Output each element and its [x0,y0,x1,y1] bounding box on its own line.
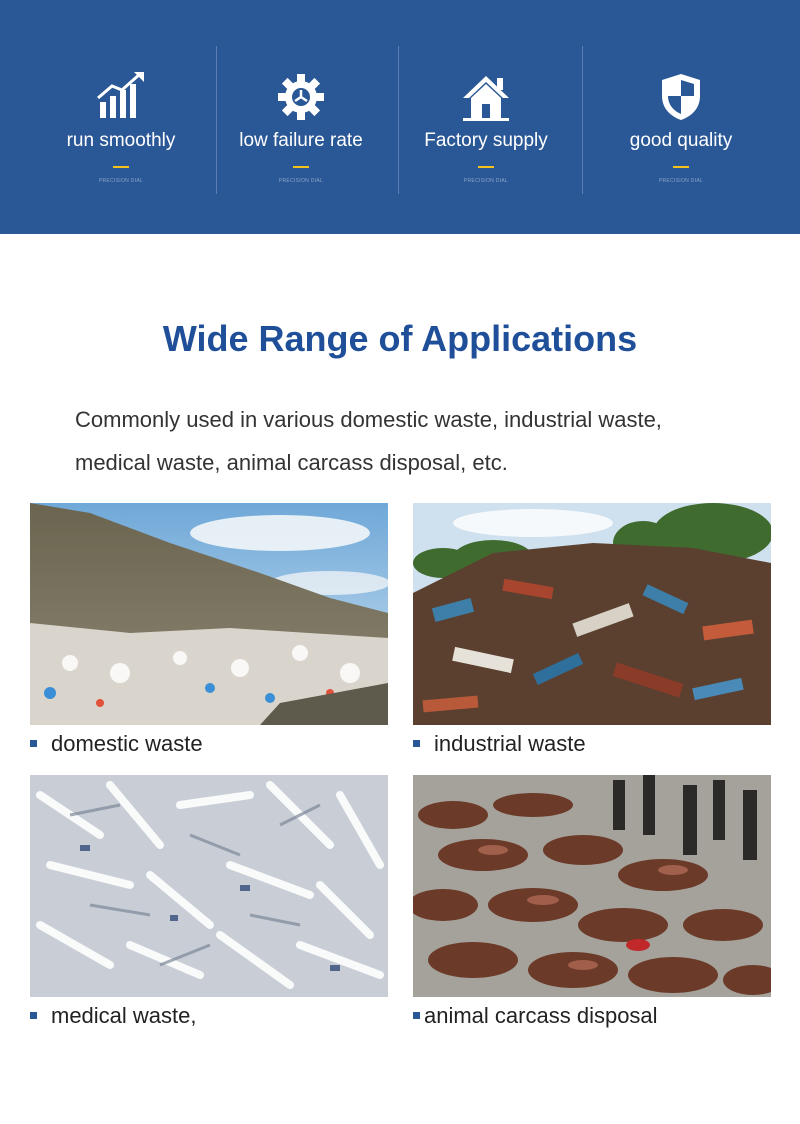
application-caption [30,1003,410,1029]
caption-text: industrial waste [434,731,586,756]
scrap-metal-photo [413,503,771,725]
feature-tiny-text: PRECISION DIAL [278,178,324,184]
application-caption [413,1003,793,1029]
intro-line: medical waste, animal carcass disposal, etc. [75,450,508,475]
feature-tiny-text: PRECISION DIAL [658,178,704,184]
caption-text: animal carcass disposal [424,1003,658,1028]
carcass-photo [413,775,771,997]
application-caption [413,731,793,757]
feature-label: run smoothly [66,130,176,151]
caption-text: medical waste, [51,1003,197,1028]
accent-dash [478,166,494,168]
intro-line: Commonly used in various domestic waste, industrial waste, [75,407,662,432]
syringes-photo [30,775,388,997]
caption-text: domestic waste [51,731,203,756]
accent-dash [673,166,689,168]
feature-divider [582,46,583,194]
features-banner [0,0,800,234]
accent-dash [293,166,309,168]
application-caption [30,731,410,757]
feature-tiny-text: PRECISION DIAL [463,178,509,184]
feature-low-failure-rate [210,48,392,196]
gear-icon [274,70,328,124]
feature-run-smoothly [30,48,212,196]
feature-tiny-text: PRECISION DIAL [98,178,144,184]
growth-chart-icon [94,70,148,124]
feature-label: low failure rate [239,130,363,151]
section-intro [75,398,755,484]
bullet-icon [30,740,37,747]
bullet-icon [413,740,420,747]
bullet-icon [30,1012,37,1019]
landfill-photo [30,503,388,725]
feature-label: good quality [629,130,733,151]
section-title: Wide Range of Applications [162,318,638,359]
house-icon [459,70,513,124]
feature-good-quality [590,48,772,196]
shield-icon [654,70,708,124]
bullet-icon [413,1012,420,1019]
feature-label: Factory supply [424,130,548,151]
accent-dash [113,166,129,168]
feature-factory-supply [395,48,577,196]
